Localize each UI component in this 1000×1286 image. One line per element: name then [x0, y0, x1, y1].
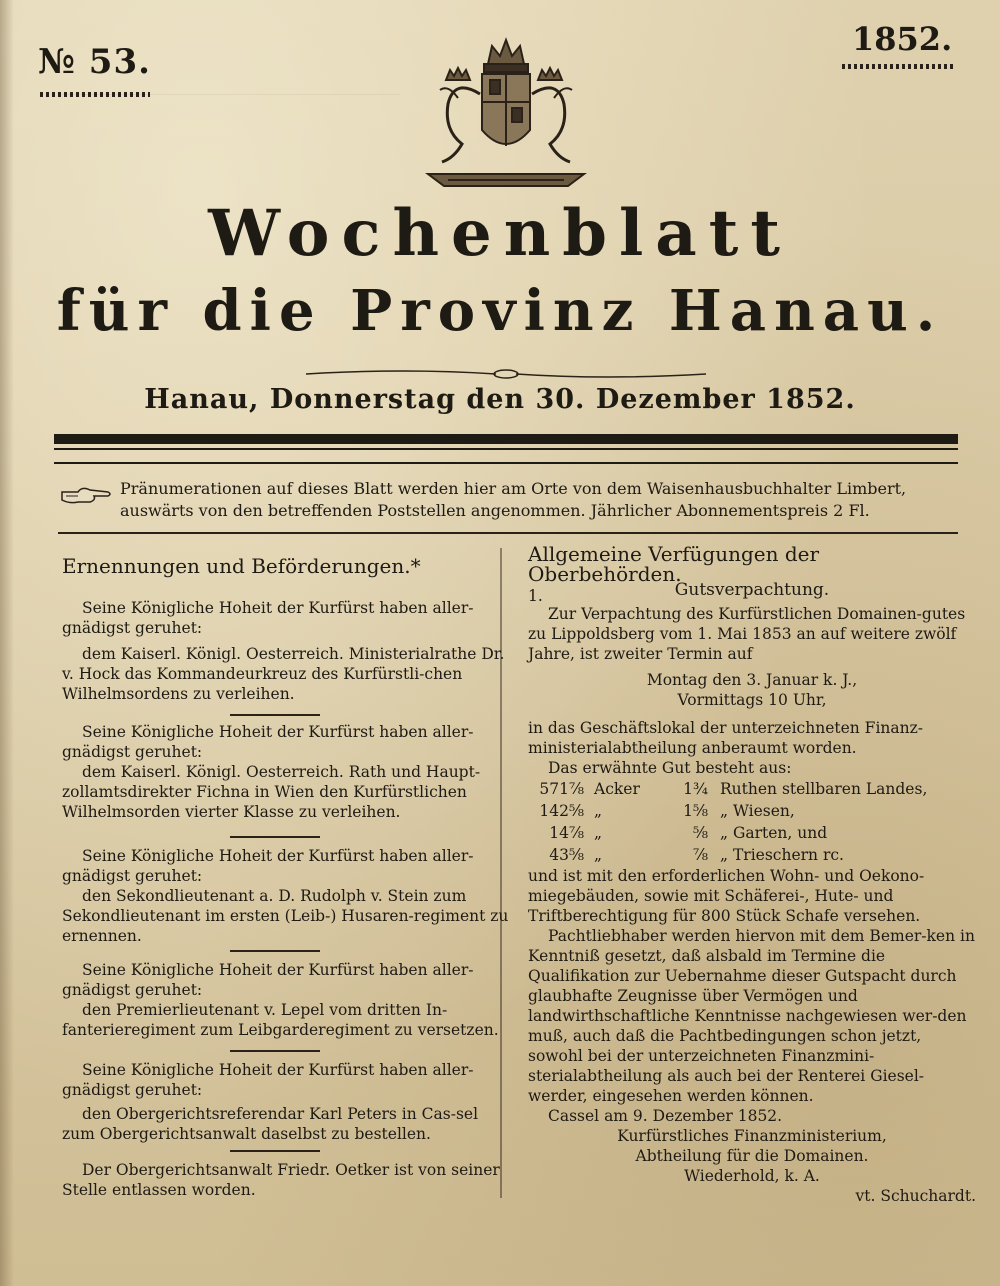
paragraph: Pachtliebhaber werden hiervon mit dem Bemer-ken in Kenntniß gesetzt, daß alsbald im Termine die Qualifikation zur Uebernahme dieser Gutspacht durch glaubhafte Zeugnisse über Vermögen und landwirthschaftliche Kenntnisse nachgewiesen wer-den muß, auch daß die Pachtbedingungen schon jetzt, sowohl bei der unterzeichneten Finanzmini-sterialabtheilung als auch bei der Renterei Giesel-werder, eingesehen werden können.: [528, 927, 975, 1105]
final-note-text: Der Obergerichtsanwalt Friedr. Oetker ist von seiner Stelle entlassen worden.: [62, 1161, 500, 1199]
entry-body: den Obergerichtsreferendar Karl Peters in Cas-sel zum Obergerichtsanwalt daselbst zu bestellen.: [62, 1105, 479, 1143]
estate-row: [528, 778, 976, 800]
acres: 142⅝: [539, 802, 584, 820]
paragraph: Zur Verpachtung des Kurfürstlichen Domainen-gutes zu Lippoldsberg vom 1. Mai 1853 an auf weitere zwölf Jahre, ist zweiter Termin auf: [528, 605, 966, 663]
item-number: 1.: [528, 587, 543, 605]
entry-separator: [230, 714, 320, 716]
item-title: Gutsverpachtung.: [674, 580, 830, 600]
acres: 43⅝: [549, 846, 584, 864]
acres: 14⅞: [549, 824, 584, 842]
entry-separator: [230, 836, 320, 838]
entry-separator: [230, 1050, 320, 1052]
entry-body: den Premierlieutenant v. Lepel vom dritten In-fanterieregiment zum Leibgarderegiment zu versetzen.: [62, 1001, 499, 1039]
issue-number-ornament: [40, 92, 150, 97]
date-line: Vormittags 10 Uhr,: [677, 691, 827, 709]
unit: „: [594, 846, 603, 864]
acres: 571⅞: [539, 780, 584, 798]
entry-separator: [230, 1150, 320, 1152]
page-edge-shadow: [0, 0, 14, 1286]
subscription-notice: [120, 478, 960, 522]
issue-number: № 53.: [38, 42, 151, 82]
lease-announcement: [528, 604, 976, 1206]
description: „ Wiesen,: [720, 802, 795, 820]
entry-intro: Seine Königliche Hoheit der Kurfürst haben aller-gnädigst geruhet:: [62, 599, 474, 637]
announcement-entry: [62, 846, 512, 946]
entry-intro: Seine Königliche Hoheit der Kurfürst haben aller-gnädigst geruhet:: [62, 847, 474, 885]
left-column-heading: Ernennungen und Beförderungen.*: [62, 554, 421, 578]
announcement-entry: [62, 598, 512, 704]
entry-intro: Seine Königliche Hoheit der Kurfürst haben aller-gnädigst geruhet:: [62, 961, 474, 999]
entry-intro: Seine Königliche Hoheit der Kurfürst haben aller-gnädigst geruhet:: [62, 1061, 474, 1099]
header-rule-thin: [54, 448, 958, 450]
signature-line: vt. Schuchardt.: [855, 1187, 976, 1205]
pointing-hand-icon: [60, 484, 112, 506]
entry-body: dem Kaiserl. Königl. Oesterreich. Ministerialrathe Dr. v. Hock das Kommandeurkreuz des Kurfürstli-chen Wilhelmsordens zu verleihen.: [62, 645, 505, 703]
description: „ Trieschern rc.: [720, 846, 844, 864]
rods: 1¾: [683, 780, 708, 798]
estate-row: [528, 822, 976, 844]
estate-row: [528, 844, 976, 866]
announcement-entry: [62, 960, 512, 1040]
entry-intro: Seine Königliche Hoheit der Kurfürst haben aller-gnädigst geruhet:: [62, 723, 474, 761]
description: Ruthen stellbaren Landes,: [720, 780, 928, 798]
final-note: [62, 1160, 512, 1200]
coat-of-arms-icon: [418, 34, 594, 194]
announcement-entry: [62, 1060, 512, 1144]
entry-body: dem Kaiserl. Königl. Oesterreich. Rath und Haupt-zollamtsdirekter Fichna in Wien den Kurfürstlichen Wilhelmsorden vierter Klasse zu verleihen.: [62, 763, 481, 821]
header-rule: [54, 434, 958, 444]
place-date: Cassel am 9. Dezember 1852.: [548, 1107, 783, 1125]
signature-line: Abtheilung für die Domainen.: [635, 1147, 869, 1165]
unit: „: [594, 802, 603, 820]
announcement-entry: [62, 722, 512, 822]
rods: 1⅝: [683, 802, 708, 820]
signature-line: Kurfürstliches Finanzministerium,: [617, 1127, 887, 1145]
entry-body: den Sekondlieutenant a. D. Rudolph v. Stein zum Sekondlieutenant im ersten (Leib-) Husaren-regiment zu ernennen.: [62, 887, 509, 945]
signature-line: Wiederhold, k. A.: [684, 1167, 820, 1185]
dateline: Hanau, Donnerstag den 30. Dezember 1852.: [144, 384, 856, 415]
ornamental-flourish-icon: [306, 368, 706, 380]
issue-year: 1852.: [852, 20, 953, 58]
masthead-subtitle: für die Provinz Hanau.: [56, 278, 944, 344]
rods: ⅝: [692, 824, 708, 842]
description: „ Garten, und: [720, 824, 828, 842]
issue-year-ornament: [842, 64, 956, 69]
header-rule-thin: [54, 462, 958, 464]
notice-rule: [58, 532, 958, 534]
subscription-notice-line: auswärts von den betreffenden Poststellen angenommen. Jährlicher Abonnementspreis 2 Fl.: [120, 501, 870, 520]
unit: Acker: [594, 780, 640, 798]
unit: „: [594, 824, 603, 842]
masthead-title: Wochenblatt: [208, 196, 792, 271]
subscription-notice-line: Pränumerationen auf dieses Blatt werden hier am Orte von dem Waisenhausbuchhalter Limbert,: [120, 479, 907, 498]
estate-row: [528, 800, 976, 822]
entry-separator: [230, 950, 320, 952]
rods: ⅞: [692, 846, 708, 864]
right-column-heading: Allgemeine Verfügungen der Oberbehörden.: [528, 542, 820, 586]
estate-intro: Das erwähnte Gut besteht aus:: [548, 759, 792, 777]
date-line: Montag den 3. Januar k. J.,: [646, 671, 858, 689]
paragraph: in das Geschäftslokal der unterzeichneten Finanz-ministerialabtheilung anberaumt worden.: [528, 719, 924, 757]
paragraph: und ist mit den erforderlichen Wohn- und Oekono-miegebäuden, sowie mit Schäferei-, Hute- und Triftberechtigung für 800 Stück Schafe versehen.: [528, 867, 925, 925]
